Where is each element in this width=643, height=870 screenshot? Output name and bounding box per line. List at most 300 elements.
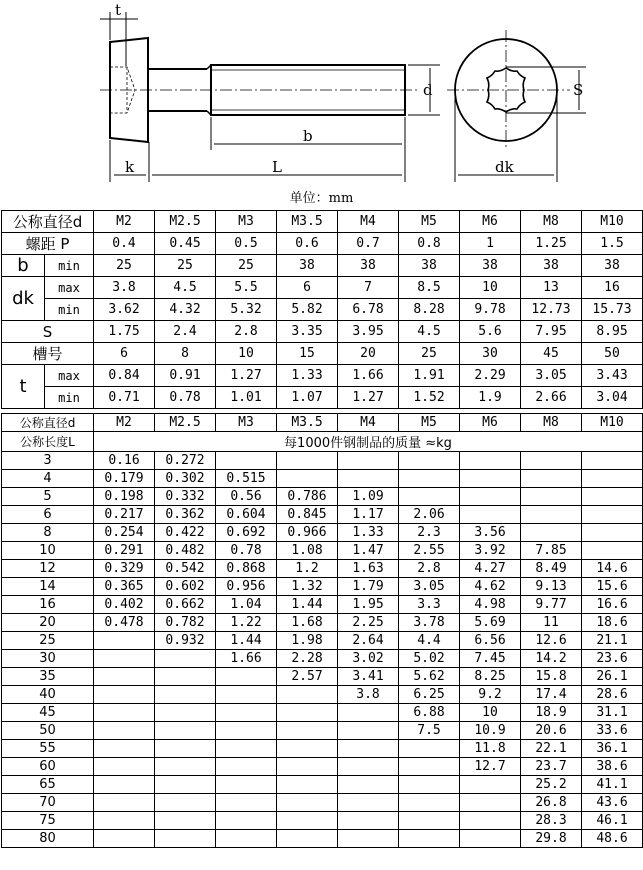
mass-cell: 11.8 — [460, 740, 521, 758]
mass-cell: 2.3 — [399, 524, 460, 542]
mass-cell: 0.422 — [155, 524, 216, 542]
length-cell: 45 — [2, 704, 94, 722]
value-cell: 30 — [460, 343, 521, 365]
mass-caption — [94, 432, 643, 452]
value-cell: 1.27 — [338, 387, 399, 409]
header-label: 公称直径d — [2, 414, 94, 432]
size-header: M2.5 — [155, 211, 216, 233]
value-cell: 0.6 — [277, 233, 338, 255]
mass-cell — [94, 758, 155, 776]
mass-cell: 0.782 — [155, 614, 216, 632]
mass-row — [2, 668, 643, 686]
mass-cell: 3.05 — [399, 578, 460, 596]
row-label: t — [2, 365, 45, 409]
value-cell: 0.78 — [155, 387, 216, 409]
value-cell: 25 — [216, 255, 277, 277]
mass-cell: 5.69 — [460, 614, 521, 632]
mass-row — [2, 632, 643, 650]
mass-cell: 1.44 — [216, 632, 277, 650]
mass-cell — [94, 722, 155, 740]
mass-cell: 41.1 — [582, 776, 643, 794]
mass-cell: 6.88 — [399, 704, 460, 722]
row-sublabel: min — [45, 387, 94, 409]
length-cell: 40 — [2, 686, 94, 704]
mass-cell — [277, 704, 338, 722]
mass-row — [2, 578, 643, 596]
value-cell: 8.28 — [399, 299, 460, 321]
size-header: M6 — [460, 211, 521, 233]
mass-cell: 9.77 — [521, 596, 582, 614]
value-cell: 25 — [155, 255, 216, 277]
spec-row — [2, 277, 643, 299]
mass-cell: 1.66 — [216, 650, 277, 668]
value-cell: 38 — [521, 255, 582, 277]
length-cell: 55 — [2, 740, 94, 758]
mass-row — [2, 704, 643, 722]
length-cell: 70 — [2, 794, 94, 812]
mass-cell: 0.868 — [216, 560, 277, 578]
mass-cell — [277, 452, 338, 470]
value-cell: 7 — [338, 277, 399, 299]
value-cell: 9.78 — [460, 299, 521, 321]
value-cell: 5.5 — [216, 277, 277, 299]
dimension-spec-table — [1, 210, 643, 409]
label-dk: dk — [495, 158, 514, 176]
mass-cell: 33.6 — [582, 722, 643, 740]
value-cell: 16 — [582, 277, 643, 299]
mass-cell — [582, 542, 643, 560]
mass-cell: 1.33 — [338, 524, 399, 542]
row-sublabel: max — [45, 277, 94, 299]
mass-cell: 18.6 — [582, 614, 643, 632]
length-cell: 10 — [2, 542, 94, 560]
row-sublabel: min — [45, 299, 94, 321]
spec-row — [2, 233, 643, 255]
mass-cell — [155, 704, 216, 722]
label-S: S — [573, 81, 584, 99]
mass-row — [2, 524, 643, 542]
mass-caption-text: 每1000件钢制品的质量 ≈kg — [284, 436, 452, 451]
mass-cell: 0.845 — [277, 506, 338, 524]
mass-cell: 1.44 — [277, 596, 338, 614]
mass-cell: 7.85 — [521, 542, 582, 560]
mass-cell — [582, 524, 643, 542]
mass-cell — [399, 488, 460, 506]
mass-row — [2, 758, 643, 776]
value-cell: 1 — [460, 233, 521, 255]
mass-cell — [155, 812, 216, 830]
row-label: 螺距 P — [2, 233, 94, 255]
row-label: b — [2, 255, 45, 277]
mass-row — [2, 560, 643, 578]
mass-cell: 0.956 — [216, 578, 277, 596]
value-cell: 45 — [521, 343, 582, 365]
value-cell: 3.43 — [582, 365, 643, 387]
mass-cell: 8.25 — [460, 668, 521, 686]
mass-cell: 8.49 — [521, 560, 582, 578]
mass-cell — [399, 794, 460, 812]
value-cell: 4.5 — [399, 321, 460, 343]
mass-cell — [155, 740, 216, 758]
mass-row — [2, 812, 643, 830]
mass-cell — [460, 452, 521, 470]
value-cell: 0.5 — [216, 233, 277, 255]
mass-table — [1, 413, 643, 848]
value-cell: 6 — [277, 277, 338, 299]
mass-cell — [94, 830, 155, 848]
length-cell: 20 — [2, 614, 94, 632]
mass-cell: 0.478 — [94, 614, 155, 632]
mass-row — [2, 542, 643, 560]
mass-cell — [399, 470, 460, 488]
mass-cell — [216, 812, 277, 830]
spec-row — [2, 321, 643, 343]
size-header: M10 — [582, 211, 643, 233]
mass-cell — [94, 632, 155, 650]
mass-cell — [94, 794, 155, 812]
mass-row — [2, 776, 643, 794]
mass-cell — [277, 812, 338, 830]
mass-cell: 4.27 — [460, 560, 521, 578]
mass-cell: 18.9 — [521, 704, 582, 722]
mass-cell: 10.9 — [460, 722, 521, 740]
mass-cell: 0.302 — [155, 470, 216, 488]
mass-cell — [216, 830, 277, 848]
size-header: M2.5 — [155, 414, 216, 432]
length-cell: 3 — [2, 452, 94, 470]
mass-cell: 0.604 — [216, 506, 277, 524]
value-cell: 4.32 — [155, 299, 216, 321]
label-k: k — [125, 158, 135, 176]
mass-cell: 29.8 — [521, 830, 582, 848]
length-cell: 14 — [2, 578, 94, 596]
mass-cell: 0.402 — [94, 596, 155, 614]
mass-cell: 7.45 — [460, 650, 521, 668]
mass-cell: 21.1 — [582, 632, 643, 650]
mass-cell: 0.217 — [94, 506, 155, 524]
mass-cell: 4.98 — [460, 596, 521, 614]
value-cell: 50 — [582, 343, 643, 365]
mass-cell: 0.272 — [155, 452, 216, 470]
size-header: M6 — [460, 414, 521, 432]
mass-cell: 0.254 — [94, 524, 155, 542]
mass-cell: 10 — [460, 704, 521, 722]
mass-cell: 26.8 — [521, 794, 582, 812]
mass-row — [2, 452, 643, 470]
mass-cell: 15.8 — [521, 668, 582, 686]
mass-cell — [216, 776, 277, 794]
size-header: M2 — [94, 211, 155, 233]
mass-cell: 2.57 — [277, 668, 338, 686]
value-cell: 0.45 — [155, 233, 216, 255]
mass-cell — [216, 794, 277, 812]
mass-row — [2, 488, 643, 506]
size-header: M3.5 — [277, 414, 338, 432]
row-label: 槽号 — [2, 343, 94, 365]
row-label: S — [2, 321, 94, 343]
mass-cell: 1.17 — [338, 506, 399, 524]
label-b: b — [303, 127, 313, 145]
mass-cell — [338, 758, 399, 776]
mass-cell — [216, 452, 277, 470]
value-cell: 2.66 — [521, 387, 582, 409]
mass-cell: 0.332 — [155, 488, 216, 506]
mass-cell — [155, 650, 216, 668]
mass-cell — [399, 812, 460, 830]
mass-cell — [460, 812, 521, 830]
mass-cell: 25.2 — [521, 776, 582, 794]
mass-cell — [521, 524, 582, 542]
mass-cell — [216, 686, 277, 704]
value-cell: 2.4 — [155, 321, 216, 343]
mass-cell: 1.98 — [277, 632, 338, 650]
mass-cell — [277, 722, 338, 740]
mass-row — [2, 614, 643, 632]
mass-cell — [277, 776, 338, 794]
mass-cell: 12.7 — [460, 758, 521, 776]
mass-cell: 1.79 — [338, 578, 399, 596]
mass-cell — [460, 830, 521, 848]
mass-cell — [94, 812, 155, 830]
value-cell: 0.8 — [399, 233, 460, 255]
value-cell: 4.5 — [155, 277, 216, 299]
unit-label: 单位：mm — [289, 191, 354, 206]
header-label: 公称直径d — [2, 211, 94, 233]
mass-cell — [94, 704, 155, 722]
mass-cell — [277, 794, 338, 812]
mass-cell: 0.786 — [277, 488, 338, 506]
mass-cell: 0.179 — [94, 470, 155, 488]
mass-cell: 3.8 — [338, 686, 399, 704]
mass-cell: 6.56 — [460, 632, 521, 650]
size-header: M3 — [216, 414, 277, 432]
value-cell: 2.29 — [460, 365, 521, 387]
value-cell: 6 — [94, 343, 155, 365]
mass-cell: 3.02 — [338, 650, 399, 668]
mass-cell: 2.28 — [277, 650, 338, 668]
mass-cell: 12.6 — [521, 632, 582, 650]
mass-cell: 0.662 — [155, 596, 216, 614]
mass-cell: 2.25 — [338, 614, 399, 632]
mass-cell: 46.1 — [582, 812, 643, 830]
mass-cell — [460, 488, 521, 506]
value-cell: 1.27 — [216, 365, 277, 387]
mass-cell — [460, 470, 521, 488]
mass-cell — [155, 776, 216, 794]
value-cell: 0.84 — [94, 365, 155, 387]
value-cell: 25 — [399, 343, 460, 365]
value-cell: 38 — [338, 255, 399, 277]
mass-cell: 0.482 — [155, 542, 216, 560]
mass-cell: 2.8 — [399, 560, 460, 578]
value-cell: 13 — [521, 277, 582, 299]
mass-cell — [399, 830, 460, 848]
size-header: M3 — [216, 211, 277, 233]
mass-cell — [216, 722, 277, 740]
mass-row — [2, 506, 643, 524]
mass-cell: 17.4 — [521, 686, 582, 704]
mass-header-row — [2, 414, 643, 432]
mass-cell: 20.6 — [521, 722, 582, 740]
mass-cell: 14.2 — [521, 650, 582, 668]
value-cell: 3.95 — [338, 321, 399, 343]
mass-cell: 11 — [521, 614, 582, 632]
spec-row — [2, 343, 643, 365]
mass-cell: 1.63 — [338, 560, 399, 578]
mass-cell — [582, 452, 643, 470]
mass-cell: 3.56 — [460, 524, 521, 542]
mass-cell — [155, 758, 216, 776]
label-t: t — [115, 1, 122, 19]
mass-cell — [582, 470, 643, 488]
mass-cell — [277, 470, 338, 488]
mass-cell: 0.329 — [94, 560, 155, 578]
mass-cell: 1.08 — [277, 542, 338, 560]
mass-cell: 1.09 — [338, 488, 399, 506]
mass-cell: 6.25 — [399, 686, 460, 704]
spec-header-row — [2, 211, 643, 233]
mass-cell — [521, 470, 582, 488]
mass-row — [2, 722, 643, 740]
mass-row — [2, 830, 643, 848]
mass-cell: 28.3 — [521, 812, 582, 830]
mass-cell — [155, 830, 216, 848]
mass-row — [2, 596, 643, 614]
value-cell: 6.78 — [338, 299, 399, 321]
mass-cell: 0.291 — [94, 542, 155, 560]
mass-cell: 4.4 — [399, 632, 460, 650]
value-cell: 5.32 — [216, 299, 277, 321]
mass-cell: 0.542 — [155, 560, 216, 578]
mass-cell — [338, 776, 399, 794]
mass-cell: 43.6 — [582, 794, 643, 812]
mass-cell — [94, 776, 155, 794]
length-cell: 12 — [2, 560, 94, 578]
mass-cell: 1.95 — [338, 596, 399, 614]
value-cell: 8.95 — [582, 321, 643, 343]
mass-cell: 2.64 — [338, 632, 399, 650]
mass-cell: 0.362 — [155, 506, 216, 524]
value-cell: 10 — [216, 343, 277, 365]
value-cell: 1.91 — [399, 365, 460, 387]
size-header: M8 — [521, 211, 582, 233]
mass-cell: 31.1 — [582, 704, 643, 722]
mass-cell — [94, 668, 155, 686]
mass-cell — [216, 668, 277, 686]
mass-cell — [521, 506, 582, 524]
length-cell: 8 — [2, 524, 94, 542]
value-cell: 8.5 — [399, 277, 460, 299]
label-L: L — [272, 158, 282, 176]
value-cell: 1.33 — [277, 365, 338, 387]
mass-cell — [338, 452, 399, 470]
mass-cell — [338, 704, 399, 722]
mass-cell — [399, 452, 460, 470]
mass-cell: 3.78 — [399, 614, 460, 632]
mass-cell — [94, 686, 155, 704]
length-cell: 30 — [2, 650, 94, 668]
size-header: M5 — [399, 211, 460, 233]
mass-cell: 7.5 — [399, 722, 460, 740]
value-cell: 2.8 — [216, 321, 277, 343]
value-cell: 3.04 — [582, 387, 643, 409]
value-cell: 3.35 — [277, 321, 338, 343]
value-cell: 1.07 — [277, 387, 338, 409]
label-d: d — [423, 81, 433, 99]
mass-cell: 22.1 — [521, 740, 582, 758]
value-cell: 1.5 — [582, 233, 643, 255]
value-cell: 0.91 — [155, 365, 216, 387]
size-header: M2 — [94, 414, 155, 432]
mass-row — [2, 794, 643, 812]
mass-cell: 1.04 — [216, 596, 277, 614]
value-cell: 1.01 — [216, 387, 277, 409]
mass-cell — [277, 758, 338, 776]
size-header: M3.5 — [277, 211, 338, 233]
mass-caption-row — [2, 432, 643, 452]
mass-cell — [338, 794, 399, 812]
mass-row — [2, 650, 643, 668]
mass-cell — [582, 488, 643, 506]
mass-cell: 23.7 — [521, 758, 582, 776]
mass-cell: 26.1 — [582, 668, 643, 686]
mass-cell: 15.6 — [582, 578, 643, 596]
mass-cell: 16.6 — [582, 596, 643, 614]
mass-cell: 1.68 — [277, 614, 338, 632]
value-cell: 15.73 — [582, 299, 643, 321]
mass-cell — [94, 740, 155, 758]
mass-cell — [338, 470, 399, 488]
mass-cell — [338, 812, 399, 830]
spec-row — [2, 387, 643, 409]
mass-row — [2, 470, 643, 488]
mass-cell: 1.22 — [216, 614, 277, 632]
value-cell: 7.95 — [521, 321, 582, 343]
value-cell: 8 — [155, 343, 216, 365]
mass-cell — [582, 506, 643, 524]
mass-cell: 2.55 — [399, 542, 460, 560]
mass-cell: 0.966 — [277, 524, 338, 542]
mass-cell: 0.56 — [216, 488, 277, 506]
mass-cell: 9.2 — [460, 686, 521, 704]
mass-row — [2, 686, 643, 704]
length-cell: 75 — [2, 812, 94, 830]
mass-cell: 0.602 — [155, 578, 216, 596]
mass-cell — [521, 488, 582, 506]
mass-cell — [338, 830, 399, 848]
mass-cell — [460, 506, 521, 524]
mass-cell — [277, 740, 338, 758]
mass-cell — [216, 704, 277, 722]
mass-cell — [216, 740, 277, 758]
mass-cell — [521, 452, 582, 470]
size-header: M4 — [338, 211, 399, 233]
mass-row — [2, 740, 643, 758]
spec-row — [2, 255, 643, 277]
mass-cell: 36.1 — [582, 740, 643, 758]
value-cell: 1.25 — [521, 233, 582, 255]
row-sublabel: max — [45, 365, 94, 387]
mass-cell: 5.62 — [399, 668, 460, 686]
length-cell: 50 — [2, 722, 94, 740]
length-cell: 35 — [2, 668, 94, 686]
mass-cell: 1.32 — [277, 578, 338, 596]
spec-row — [2, 365, 643, 387]
mass-cell — [277, 830, 338, 848]
mass-cell: 5.02 — [399, 650, 460, 668]
size-header: M10 — [582, 414, 643, 432]
length-cell: 65 — [2, 776, 94, 794]
